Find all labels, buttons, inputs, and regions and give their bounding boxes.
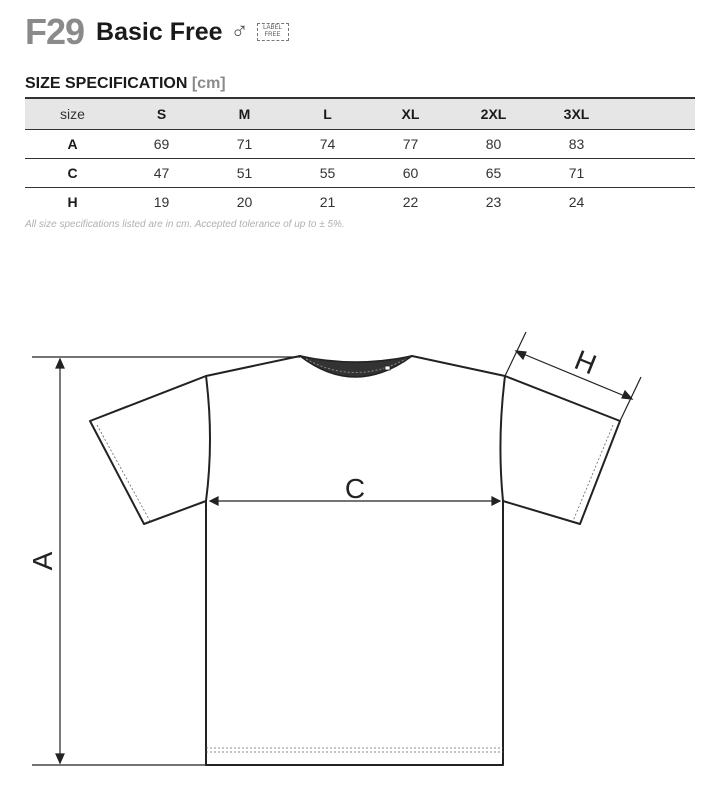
table-cell: 74: [286, 130, 369, 159]
size-corner-label: size: [25, 98, 120, 130]
male-gender-icon: ♂: [230, 18, 249, 45]
table-cell: 22: [402, 194, 419, 210]
left-sleeve: [90, 376, 206, 524]
table-cell: 65: [452, 159, 535, 188]
row-label: A: [25, 130, 120, 159]
label-free-line1: LABEL: [263, 25, 282, 31]
neck-label-icon: [385, 366, 390, 370]
row-label: H: [67, 194, 78, 210]
table-cell: 83: [535, 130, 618, 159]
row-label: C: [25, 159, 120, 188]
table-cell: 51: [203, 159, 286, 188]
size-spec-title-text: SIZE SPECIFICATION: [25, 75, 188, 92]
table-cell: 71: [203, 130, 286, 159]
table-cell: 23: [485, 194, 502, 210]
table-cell: 71: [535, 159, 618, 188]
table-cell: 77: [369, 130, 452, 159]
table-cell: 55: [286, 159, 369, 188]
size-header: 2XL: [452, 98, 535, 130]
label-a: A: [27, 551, 58, 571]
label-h: H: [570, 344, 601, 381]
table-cell: 21: [319, 194, 336, 210]
table-cell: 69: [120, 130, 203, 159]
tshirt-outline: [206, 356, 505, 765]
label-c: C: [344, 473, 366, 504]
size-header: 3XL: [535, 98, 618, 130]
tolerance-note: All size specifications listed are in cm. Accepted tolerance of up to ± 5%.: [25, 219, 345, 230]
size-header: S: [120, 98, 203, 130]
collar: [300, 356, 412, 377]
product-code: F29: [25, 11, 85, 52]
table-cell: 80: [452, 130, 535, 159]
product-model-name: Basic Free: [96, 17, 223, 46]
size-header: L: [286, 98, 369, 130]
table-cell: 60: [369, 159, 452, 188]
sleeve-length-line: [516, 351, 632, 399]
label-free-line2: FREE: [264, 32, 281, 38]
table-cell: 19: [153, 194, 170, 210]
right-sleeve: [503, 376, 620, 524]
size-spec-unit: [cm]: [191, 75, 226, 92]
size-header: M: [203, 98, 286, 130]
size-header: XL: [369, 98, 452, 130]
table-cell: 24: [568, 194, 585, 210]
table-cell: 20: [236, 194, 253, 210]
table-cell: 47: [120, 159, 203, 188]
